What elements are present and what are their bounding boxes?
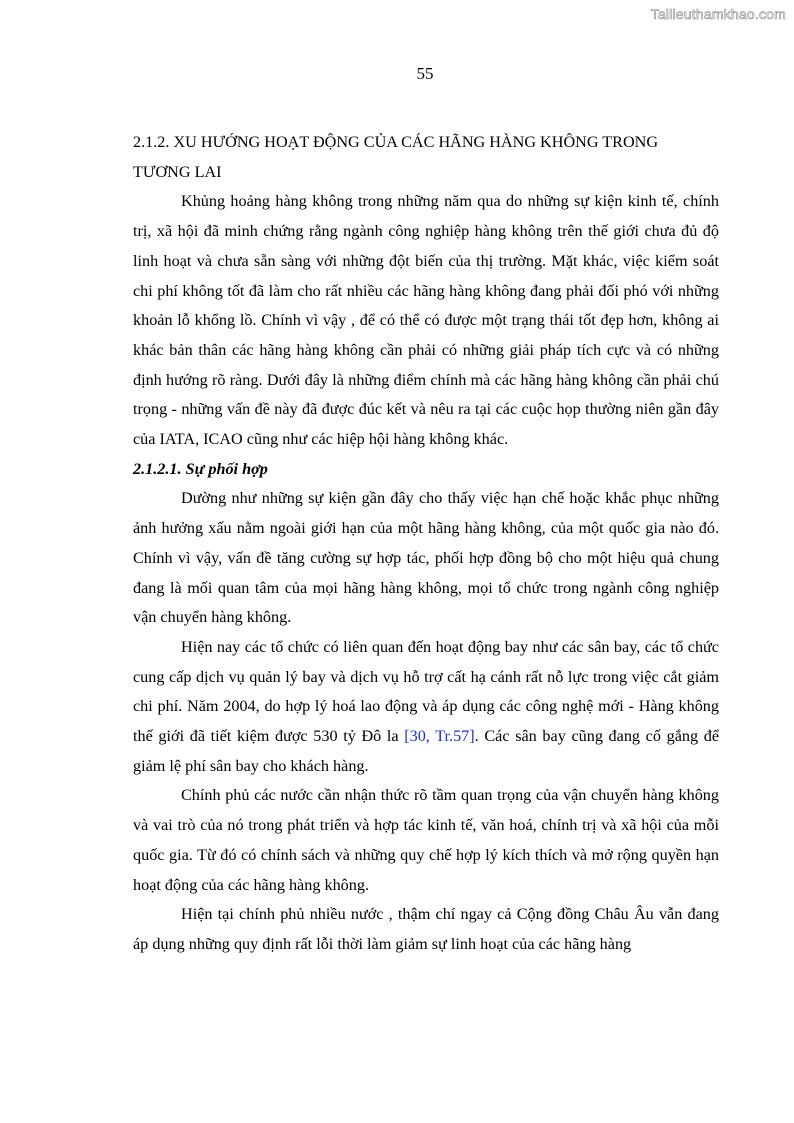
paragraph-cost-cutting <box>133 633 719 782</box>
paragraph-government: Chính phủ các nước cần nhận thức rõ tầm quan trọng của vận chuyển hàng không và vai trò của nó trong phát triển và hợp tác kinh tế, văn hoá, chính trị và xã hội của mỗi quốc gia. Từ đó có chính sách và những quy chế hợp lý kích thích và mở rộng quyền hạn hoạt động của các hãng hàng không. <box>133 786 719 894</box>
section-heading: 2.1.2. XU HƯỚNG HOẠT ĐỘNG CỦA CÁC HÃNG HÀNG KHÔNG TRONG TƯƠNG LAI <box>133 133 659 181</box>
citation-link[interactable]: [30, Tr.57] <box>404 727 475 746</box>
paragraph-cost-cutting-tail: . Các sân bay cũng đang cố gắng để giảm lệ phí sân bay cho khách hàng. <box>133 727 720 775</box>
subsection-heading: 2.1.2.1. Sự phối hợp <box>133 459 268 478</box>
document-body <box>133 128 719 960</box>
paragraph-regulations: Hiện tại chính phủ nhiều nước , thậm chí ngay cả Cộng đồng Châu Âu vẫn đang áp dụng những quy định rất lỗi thời làm giảm sự linh hoạt của các hãng hàng <box>133 905 719 953</box>
watermark-text: Tailieuthamkhao.com <box>650 6 786 22</box>
page-number: 55 <box>416 64 434 83</box>
paragraph-cost-cutting-text: Hiện nay các tổ chức có liên quan đến hoạt động bay như các sân bay, các tổ chức cung cấp dịch vụ quản lý bay và dịch vụ hỗ trợ cất hạ cánh rất nỗ lực trong việc cắt giảm chi phí. Năm 2004, do hợp lý hoá lao động và áp dụng các công nghệ mới - Hàng không thế giới đã tiết kiệm được 530 tỷ Đô la <box>133 637 719 746</box>
paragraph-coordination: Dường như những sự kiện gần đây cho thấy việc hạn chế hoặc khắc phục những ảnh hưởng xấu nằm ngoài giới hạn của một hãng hàng không, của một quốc gia nào đó. Chính vì vậy, vấn đề tăng cường sự hợp tác, phối hợp đồng bộ cho một hiệu quả chung đang là mối quan tâm của mọi hãng hàng không, mọi tổ chức trong ngành công nghiệp vận chuyển hàng không. <box>133 489 719 627</box>
intro-paragraph: Khủng hoảng hàng không trong những năm qua do những sự kiện kinh tế, chính trị, xã hội đã minh chứng rằng ngành công nghiệp hàng không trên thế giới chưa đủ độ linh hoạt và chưa sẵn sàng với những đột biến của thị trường. Mặt khác, việc kiểm soát chi phí không tốt đã làm cho rất nhiều các hãng hàng không đang phải đối phó với những khoản lỗ khổng lồ. Chính vì vậy , để có thể có được một trạng thái tốt đẹp hơn, không ai khác bản thân các hãng hàng không cần phải có những giải pháp tích cực và có những định hướng rõ ràng. Dưới đây là những điểm chính mà các hãng hàng không cần phải chú trọng - những vấn đề này đã được đúc kết và nêu ra tại các cuộc họp thường niên gần đây của IATA, ICAO cũng như các hiệp hội hàng không khác. <box>133 192 719 449</box>
